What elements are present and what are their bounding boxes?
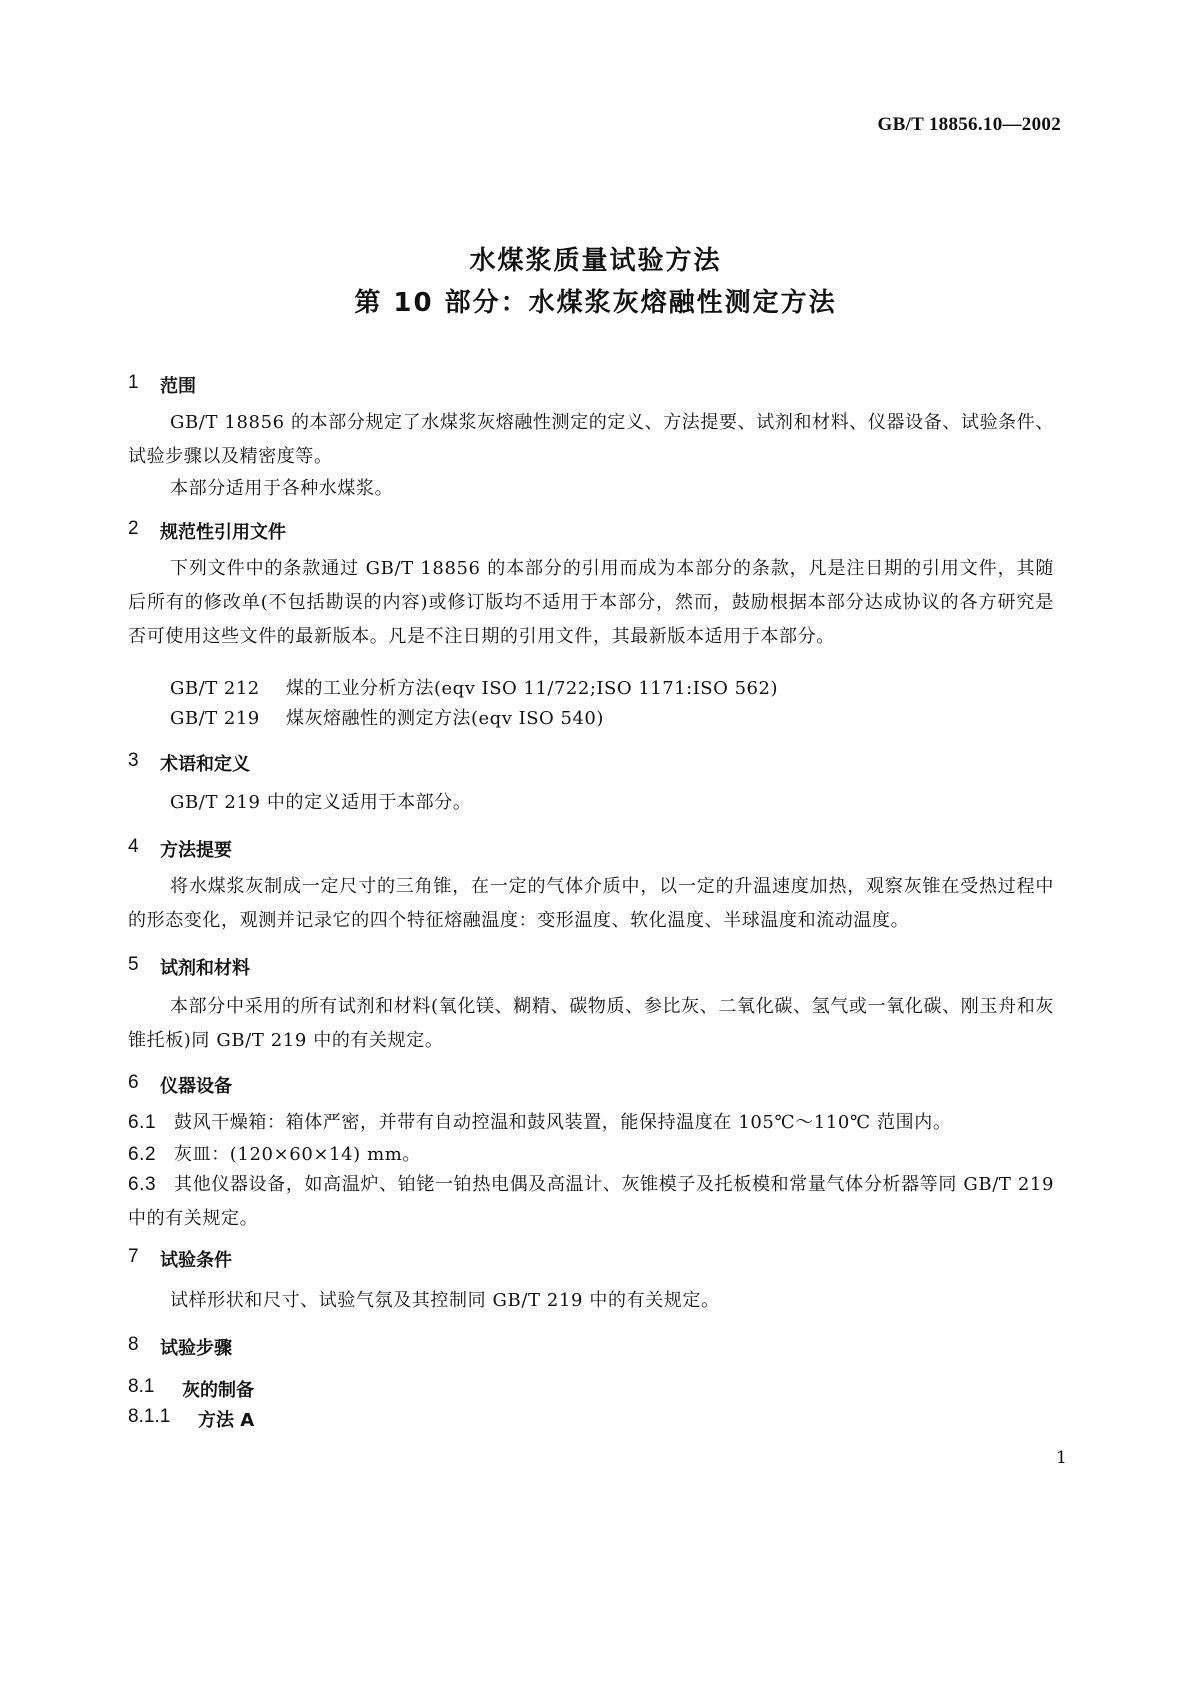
subsection-8-1-1-heading (128, 1406, 254, 1432)
section-number: 8.1 (128, 1376, 155, 1397)
clause-number: 6.2 (128, 1144, 157, 1165)
clause-6-3 (128, 1168, 1054, 1236)
section-title: 方法 A (198, 1410, 255, 1431)
section-title: 术语和定义 (160, 754, 250, 775)
reference-gb-t-212 (170, 674, 778, 704)
section-number: 6 (128, 1072, 139, 1093)
reference-gb-t-219 (170, 704, 604, 734)
section-4-paragraph-1: 将水煤浆灰制成一定尺寸的三角锥，在一定的气体介质中，以一定的升温速度加热，观察灰锥在受热过程中的形态变化，观测并记录它的四个特征熔融温度：变形温度、软化温度、半球温度和流动温度。 (128, 876, 1054, 931)
reference-code: GB/T 212 (170, 678, 260, 699)
section-5-heading (128, 954, 250, 980)
document-title-line-2: 第 10 部分：水煤浆灰熔融性测定方法 (354, 288, 837, 318)
section-number: 4 (128, 836, 139, 857)
section-4-heading (128, 836, 232, 862)
clause-6-2 (128, 1138, 1054, 1172)
reference-code: GB/T 219 (170, 708, 260, 729)
standard-code: GB/T 18856.10—2002 (877, 114, 1061, 135)
section-title: 规范性引用文件 (160, 522, 286, 543)
clause-text: 鼓风干燥箱：箱体严密，并带有自动控温和鼓风装置，能保持温度在 105℃～110℃ 范围内。 (174, 1112, 952, 1133)
clause-number: 6.1 (128, 1112, 157, 1133)
clause-number: 6.3 (128, 1174, 157, 1195)
section-number: 5 (128, 954, 139, 975)
document-title-line-1: 水煤浆质量试验方法 (469, 246, 722, 276)
section-1-paragraph-2: 本部分适用于各种水煤浆。 (170, 478, 394, 499)
section-title: 仪器设备 (160, 1076, 232, 1097)
section-2-paragraph-1: 下列文件中的条款通过 GB/T 18856 的本部分的引用而成为本部分的条款，凡是注日期的引用文件，其随后所有的修改单(不包括勘误的内容)或修订版均不适用于本部分，然而，鼓励根据本部分达成协议的各方研究是否可使用这些文件的最新版本。凡是不注日期的引用文件，其最新版本适用于本部分。 (128, 558, 1054, 647)
reference-title: 煤灰熔融性的测定方法(eqv ISO 540) (286, 708, 604, 729)
section-title: 方法提要 (160, 840, 232, 861)
section-7-paragraph-1: 试样形状和尺寸、试验气氛及其控制同 GB/T 219 中的有关规定。 (170, 1290, 720, 1311)
subsection-8-1-heading (128, 1376, 254, 1402)
section-8-heading (128, 1334, 232, 1360)
section-number: 3 (128, 750, 139, 771)
section-number: 7 (128, 1246, 139, 1267)
section-title: 灰的制备 (182, 1380, 254, 1401)
section-number: 8.1.1 (128, 1406, 171, 1427)
reference-title: 煤的工业分析方法(eqv ISO 11/722;ISO 1171:ISO 562) (286, 678, 778, 699)
section-number: 8 (128, 1334, 139, 1355)
section-6-heading (128, 1072, 232, 1098)
section-title: 试剂和材料 (160, 958, 250, 979)
section-3-heading (128, 750, 250, 776)
section-1-heading (128, 372, 196, 398)
section-title: 范围 (160, 376, 196, 397)
section-title: 试验条件 (160, 1250, 232, 1271)
clause-text: 灰皿：(120×60×14) mm。 (174, 1144, 422, 1165)
section-title: 试验步骤 (160, 1338, 232, 1359)
section-2-heading (128, 518, 286, 544)
page-number: 1 (1056, 1448, 1067, 1468)
section-number: 1 (128, 372, 139, 393)
section-1-paragraph-1: GB/T 18856 的本部分规定了水煤浆灰熔融性测定的定义、方法提要、试剂和材料、仪器设备、试验条件、试验步骤以及精密度等。 (128, 412, 1054, 467)
section-5-paragraph-1: 本部分中采用的所有试剂和材料(氧化镁、糊精、碳物质、参比灰、二氧化碳、氢气或一氧化碳、刚玉舟和灰锥托板)同 GB/T 219 中的有关规定。 (128, 996, 1054, 1051)
section-3-paragraph-1: GB/T 219 中的定义适用于本部分。 (170, 792, 472, 813)
clause-6-1 (128, 1106, 1054, 1140)
clause-text: 其他仪器设备，如高温炉、铂铑一铂热电偶及高温计、灰锥模子及托板模和常量气体分析器等同 GB/T 219 中的有关规定。 (128, 1174, 1054, 1229)
section-7-heading (128, 1246, 232, 1272)
section-number: 2 (128, 518, 139, 539)
